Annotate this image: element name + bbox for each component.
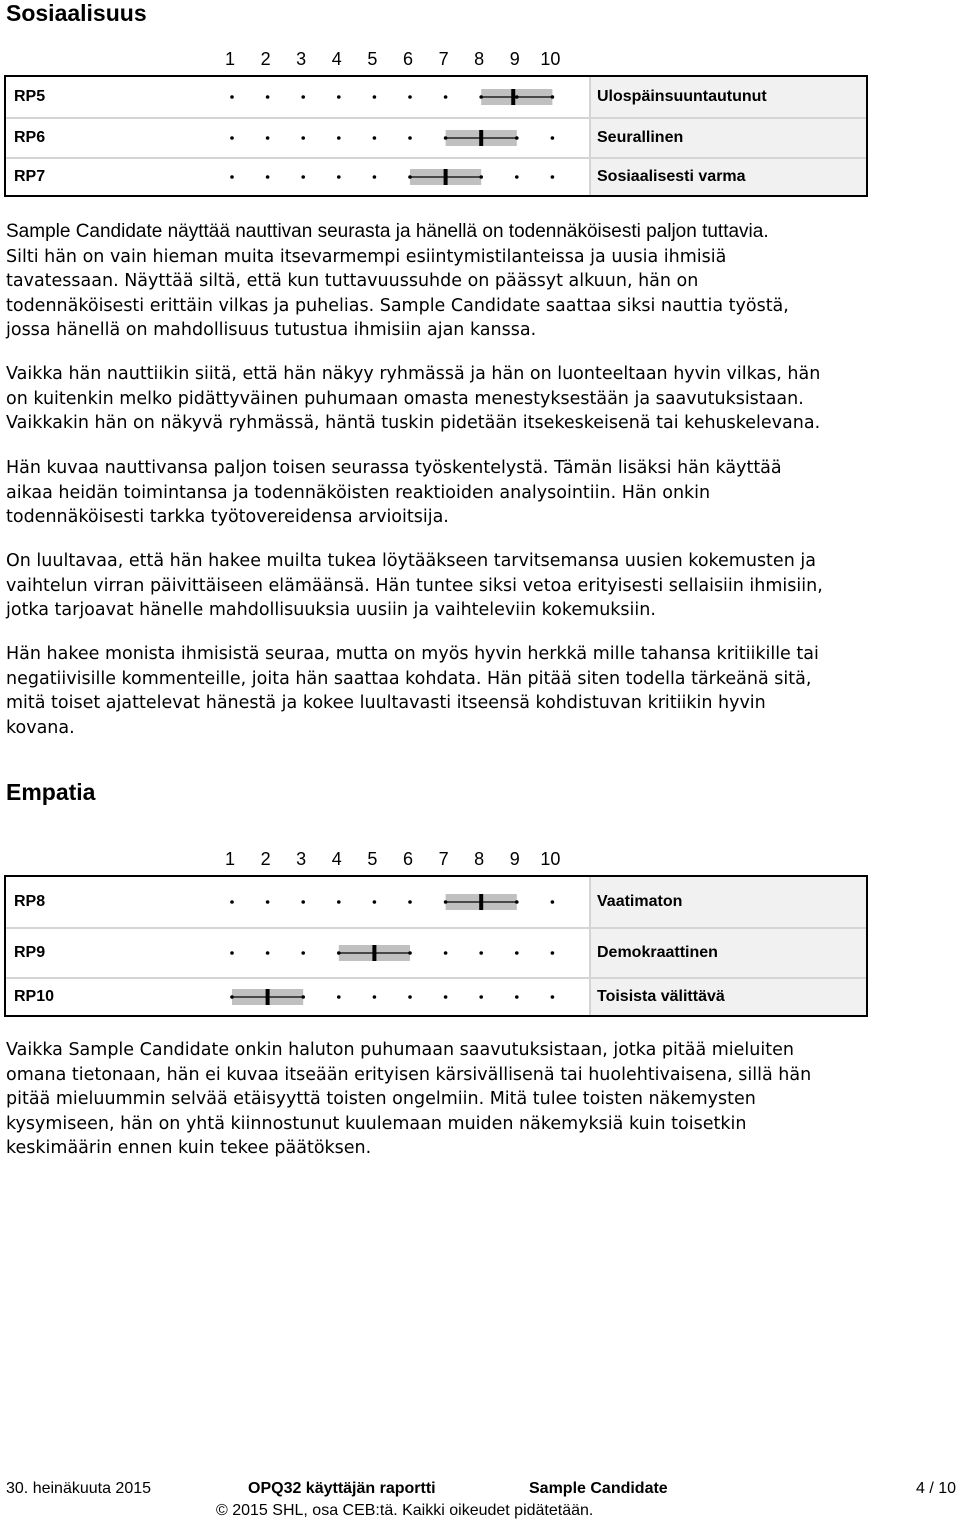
scale-numbers xyxy=(0,849,960,873)
scale-dot xyxy=(444,995,448,999)
scale-code: RP5 xyxy=(14,88,46,105)
scale-dot xyxy=(230,175,234,179)
scale-dot xyxy=(551,175,555,179)
scale-dot xyxy=(515,951,519,955)
text-line: todennäköisesti tarkka työtovereidensa arvioitsija. xyxy=(6,507,449,527)
scale-number: 1 xyxy=(224,49,235,69)
page-footer xyxy=(0,1480,960,1523)
score-marker xyxy=(266,989,270,1005)
text-line: on kuitenkin melko pidättyväinen puhumaan omasta menestyksestään ja saavutuksistaan. xyxy=(6,388,804,409)
scale-dot xyxy=(266,95,270,99)
scale-code: RP10 xyxy=(14,988,55,1005)
scale-number: 1 xyxy=(224,849,235,869)
scale-label-cell xyxy=(589,929,866,977)
scale-label-cell xyxy=(589,77,866,117)
scale-dot xyxy=(515,995,519,999)
scale-number: 7 xyxy=(438,849,449,869)
scale-label-cell xyxy=(589,159,866,195)
scale-number: 7 xyxy=(438,49,449,69)
sten-scale-rp10 xyxy=(6,979,589,1015)
paragraph xyxy=(6,456,954,530)
footer-report-title: OPQ32 käyttäjän raportti xyxy=(248,1480,436,1497)
scale-dot xyxy=(551,900,555,904)
scale-dot xyxy=(266,175,270,179)
text-line: keskimäärin ennen kuin tekee päätöksen. xyxy=(6,1138,372,1158)
scale-dot xyxy=(444,95,448,99)
scale-code: RP8 xyxy=(14,893,46,910)
scale-dot xyxy=(373,175,377,179)
scale-number: 9 xyxy=(509,849,520,869)
text-line: tavatessaan. Näyttää siltä, että kun tuttavuussuhde on päässyt alkuun, hän on xyxy=(6,271,699,291)
scale-dot xyxy=(301,995,305,999)
text-line: mitä toiset ajattelevat hänestä ja kokee luultavasti itseensä kohdistuvan kritiikin hyvin xyxy=(6,693,766,713)
scale-dot xyxy=(444,951,448,955)
scale-dot xyxy=(515,136,519,140)
text-line: kovana. xyxy=(6,717,75,738)
footer-date: 30. heinäkuuta 2015 xyxy=(6,1480,152,1497)
scale-dot xyxy=(515,900,519,904)
scale-number: 6 xyxy=(402,849,413,869)
scale-number: 9 xyxy=(509,49,520,69)
sten-scale-rp8 xyxy=(6,877,589,927)
paragraph xyxy=(6,642,954,740)
scale-row-rp6 xyxy=(6,117,866,157)
scale-row-rp7 xyxy=(6,157,866,195)
scale-dot xyxy=(444,900,448,904)
scale-dot xyxy=(266,136,270,140)
score-table-sosiaalisuus xyxy=(4,75,868,197)
scale-number: 6 xyxy=(402,49,413,69)
scale-dot xyxy=(515,95,519,99)
score-marker xyxy=(444,169,448,185)
scale-number: 2 xyxy=(260,49,271,69)
scale-label: Seurallinen xyxy=(597,129,684,146)
scale-dot xyxy=(408,175,412,179)
scale-dot xyxy=(479,995,483,999)
text-line: pitää mieluummin selvää etäisyyttä toisten ongelmiin. Mitä tulee toisten näkemysten xyxy=(6,1089,756,1109)
scale-dot xyxy=(337,900,341,904)
scale-number: 5 xyxy=(367,49,378,69)
scale-dot xyxy=(337,175,341,179)
scale-number: 4 xyxy=(331,49,342,69)
paragraph xyxy=(6,362,954,436)
footer-candidate: Sample Candidate xyxy=(529,1480,668,1497)
score-marker xyxy=(511,89,515,105)
text-line: negatiivisille kommenteille, joita hän saattaa kohdata. Hän pitää siten todella tärkeänä sitä, xyxy=(6,668,812,689)
sten-scale-rp9 xyxy=(6,929,589,977)
scale-dot xyxy=(408,995,412,999)
sten-scale-rp7 xyxy=(6,159,589,195)
scale-label: Vaatimaton xyxy=(597,893,683,910)
section-heading-sosiaalisuus: Sosiaalisuus xyxy=(6,0,147,26)
scale-code: RP6 xyxy=(14,129,46,146)
scale-number: 10 xyxy=(540,849,561,869)
scale-dot xyxy=(408,951,412,955)
text-line: On luultavaa, että hän hakee muilta tukea löytääkseen tarvitsemansa uusien kokemusten ja xyxy=(6,551,816,571)
text-line: Hän kuvaa nauttivansa paljon toisen seurassa työskentelystä. Tämän lisäksi hän käyttää xyxy=(6,458,782,478)
scale-dot xyxy=(408,900,412,904)
scale-dot xyxy=(373,995,377,999)
scale-row-rp5 xyxy=(6,77,866,117)
scale-dot xyxy=(337,951,341,955)
scale-dot xyxy=(479,95,483,99)
scale-dot xyxy=(551,95,555,99)
text-line: Sample Candidate näyttää nauttivan seurasta ja hänellä on todennäköisesti paljon tuttavia. xyxy=(6,221,769,242)
scale-dot xyxy=(479,951,483,955)
text-line: kysymiseen, hän on yhtä kiinnostunut kuulemaan muiden näkemyksiä kuin toisetkin xyxy=(6,1113,747,1134)
text-line: todennäköisesti erittäin vilkas ja puhelias. Sample Candidate saattaa siksi nauttia työstä, xyxy=(6,295,789,316)
scale-label: Demokraattinen xyxy=(597,944,718,961)
scale-dot xyxy=(337,995,341,999)
scale-dot xyxy=(444,136,448,140)
scale-number: 10 xyxy=(540,49,561,69)
scale-number: 8 xyxy=(474,49,485,69)
paragraph xyxy=(6,549,954,623)
scale-row-rp9 xyxy=(6,927,866,977)
scale-dot xyxy=(301,136,305,140)
sten-scale-rp5 xyxy=(6,77,589,117)
text-line: omana tietonaan, hän ei kuvaa itseään erityisen kärsivällisenä tai huolehtivaisena, sillä hän xyxy=(6,1064,812,1085)
scale-row-rp8 xyxy=(6,877,866,927)
paragraph xyxy=(6,1038,954,1161)
section-heading-empatia: Empatia xyxy=(6,779,96,805)
scale-dot xyxy=(551,995,555,999)
scale-row-rp10 xyxy=(6,977,866,1015)
scale-number: 2 xyxy=(260,849,271,869)
scale-numbers xyxy=(0,49,960,73)
scale-number: 8 xyxy=(474,849,485,869)
scale-dot xyxy=(266,951,270,955)
scale-dot xyxy=(337,95,341,99)
score-table-empatia xyxy=(4,875,868,1017)
scale-label-cell xyxy=(589,979,866,1015)
scale-dot xyxy=(301,900,305,904)
scale-number: 4 xyxy=(331,849,342,869)
scale-dot xyxy=(301,95,305,99)
scale-label-cell xyxy=(589,877,866,927)
scale-dot xyxy=(373,136,377,140)
scale-number: 3 xyxy=(296,49,307,69)
text-line: Vaikka hän nauttiikin siitä, että hän näkyy ryhmässä ja hän on luonteeltaan hyvin vilkas, hän xyxy=(6,364,821,384)
score-marker xyxy=(479,894,483,910)
footer-page-number: 4 / 10 xyxy=(915,1480,956,1497)
scale-dot xyxy=(337,136,341,140)
scale-code: RP9 xyxy=(14,944,46,961)
paragraph xyxy=(6,220,954,343)
scale-dot xyxy=(266,900,270,904)
scale-code: RP7 xyxy=(14,168,46,185)
scale-dot xyxy=(230,900,234,904)
scale-label-cell xyxy=(589,119,866,157)
scale-dot xyxy=(479,175,483,179)
scale-dot xyxy=(230,951,234,955)
scale-dot xyxy=(301,175,305,179)
scale-number: 3 xyxy=(296,849,307,869)
scale-dot xyxy=(230,95,234,99)
scale-dot xyxy=(408,95,412,99)
sten-scale-rp6 xyxy=(6,119,589,157)
scale-dot xyxy=(515,175,519,179)
text-line: Silti hän on vain hieman muita itsevarmempi esiintymistilanteissa ja uusia ihmisiä xyxy=(6,246,727,267)
text-line: Vaikkakin hän on näkyvä ryhmässä, häntä tuskin pidetään itsekeskeisenä tai kehuskelevana. xyxy=(6,413,821,433)
scale-label: Toisista välittävä xyxy=(597,988,725,1005)
scale-number: 5 xyxy=(367,849,378,869)
text-line: Vaikka Sample Candidate onkin haluton puhumaan saavutuksistaan, jotka pitää mieluiten xyxy=(6,1040,794,1060)
text-line: jossa hänellä on mahdollisuus tutustua ihmisiin ajan kanssa. xyxy=(6,320,537,340)
text-line: jotka tarjoavat hänelle mahdollisuuksia uusiin ja vaihteleviin kokemuksiin. xyxy=(6,600,656,620)
scale-label: Ulospäinsuuntautunut xyxy=(597,88,767,105)
scale-dot xyxy=(408,136,412,140)
score-marker xyxy=(479,130,483,146)
scale-dot xyxy=(301,951,305,955)
scale-dot xyxy=(373,900,377,904)
score-marker xyxy=(372,945,376,961)
scale-label: Sosiaalisesti varma xyxy=(597,168,746,185)
text-line: Hän hakee monista ihmisistä seuraa, mutta on myös hyvin herkkä mille tahansa kritiikille tai xyxy=(6,644,819,664)
scale-dot xyxy=(373,95,377,99)
text-line: aikaa heidän toimintansa ja todennäköisten reaktioiden analysointiin. Hän onkin xyxy=(6,482,711,503)
scale-dot xyxy=(230,136,234,140)
text-line: vaihtelun virran päivittäiseen elämäänsä. Hän tuntee siksi vetoa erityisesti sellaisiin ihmisiin, xyxy=(6,575,823,596)
scale-dot xyxy=(551,136,555,140)
scale-dot xyxy=(230,995,234,999)
footer-copyright: © 2015 SHL, osa CEB:tä. Kaikki oikeudet pidätetään. xyxy=(216,1502,594,1519)
scale-dot xyxy=(551,951,555,955)
